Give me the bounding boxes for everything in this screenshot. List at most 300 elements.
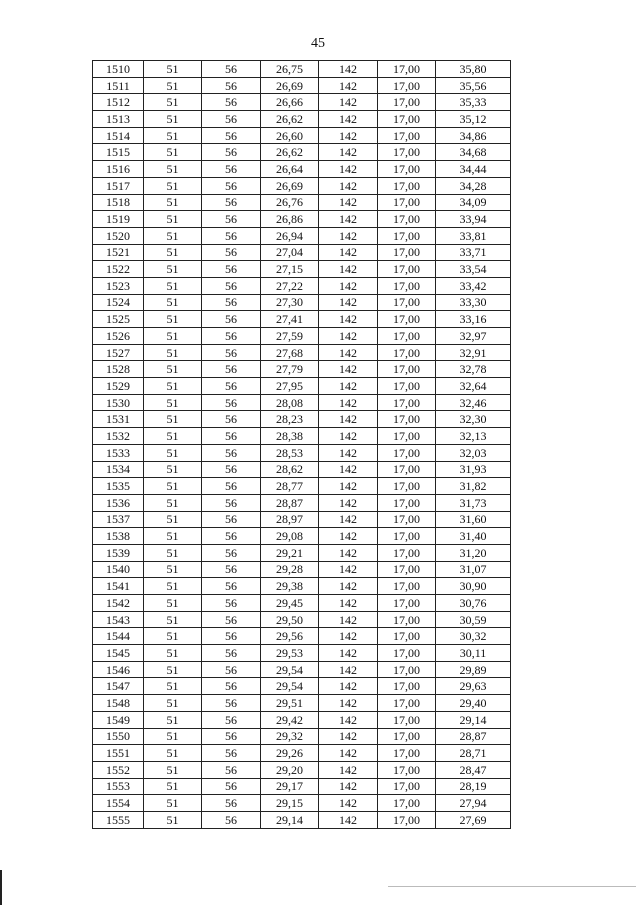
table-row xyxy=(93,127,511,144)
col6-cell: 17,00 xyxy=(378,261,436,278)
col3-cell: 56 xyxy=(202,294,261,311)
col7-cell: 34,28 xyxy=(436,177,511,194)
table-row xyxy=(93,578,511,595)
table-row xyxy=(93,177,511,194)
col5-cell: 142 xyxy=(319,311,378,328)
col2-cell: 51 xyxy=(144,127,202,144)
row-id-cell: 1527 xyxy=(93,344,144,361)
col4-cell: 29,56 xyxy=(261,628,319,645)
col2-cell: 51 xyxy=(144,77,202,94)
col7-cell: 31,20 xyxy=(436,544,511,561)
col4-cell: 27,04 xyxy=(261,244,319,261)
col7-cell: 30,32 xyxy=(436,628,511,645)
table-row xyxy=(93,678,511,695)
row-id-cell: 1514 xyxy=(93,127,144,144)
col6-cell: 17,00 xyxy=(378,494,436,511)
col2-cell: 51 xyxy=(144,378,202,395)
col6-cell: 17,00 xyxy=(378,795,436,812)
col6-cell: 17,00 xyxy=(378,244,436,261)
row-id-cell: 1525 xyxy=(93,311,144,328)
page-edge-mark xyxy=(0,870,2,905)
table-row xyxy=(93,494,511,511)
row-id-cell: 1554 xyxy=(93,795,144,812)
col4-cell: 28,38 xyxy=(261,428,319,445)
col6-cell: 17,00 xyxy=(378,194,436,211)
col7-cell: 28,71 xyxy=(436,745,511,762)
col6-cell: 17,00 xyxy=(378,177,436,194)
row-id-cell: 1544 xyxy=(93,628,144,645)
col3-cell: 56 xyxy=(202,611,261,628)
table-row xyxy=(93,711,511,728)
col7-cell: 32,91 xyxy=(436,344,511,361)
col7-cell: 29,40 xyxy=(436,695,511,712)
col3-cell: 56 xyxy=(202,144,261,161)
col3-cell: 56 xyxy=(202,661,261,678)
row-id-cell: 1534 xyxy=(93,461,144,478)
row-id-cell: 1530 xyxy=(93,394,144,411)
table-row xyxy=(93,394,511,411)
col6-cell: 17,00 xyxy=(378,778,436,795)
col3-cell: 56 xyxy=(202,544,261,561)
row-id-cell: 1542 xyxy=(93,595,144,612)
row-id-cell: 1536 xyxy=(93,494,144,511)
col5-cell: 142 xyxy=(319,328,378,345)
col6-cell: 17,00 xyxy=(378,227,436,244)
col6-cell: 17,00 xyxy=(378,628,436,645)
col4-cell: 27,22 xyxy=(261,277,319,294)
col6-cell: 17,00 xyxy=(378,344,436,361)
table-row xyxy=(93,77,511,94)
table-body xyxy=(93,61,511,829)
col6-cell: 17,00 xyxy=(378,311,436,328)
col6-cell: 17,00 xyxy=(378,461,436,478)
col6-cell: 17,00 xyxy=(378,127,436,144)
col7-cell: 28,19 xyxy=(436,778,511,795)
col6-cell: 17,00 xyxy=(378,428,436,445)
col4-cell: 26,66 xyxy=(261,94,319,111)
table-row xyxy=(93,728,511,745)
col4-cell: 26,69 xyxy=(261,77,319,94)
col7-cell: 32,78 xyxy=(436,361,511,378)
col6-cell: 17,00 xyxy=(378,728,436,745)
col5-cell: 142 xyxy=(319,361,378,378)
col5-cell: 142 xyxy=(319,645,378,662)
col5-cell: 142 xyxy=(319,678,378,695)
table-row xyxy=(93,795,511,812)
col5-cell: 142 xyxy=(319,595,378,612)
row-id-cell: 1529 xyxy=(93,378,144,395)
col3-cell: 56 xyxy=(202,695,261,712)
col5-cell: 142 xyxy=(319,61,378,78)
col3-cell: 56 xyxy=(202,645,261,662)
row-id-cell: 1533 xyxy=(93,444,144,461)
table-row xyxy=(93,344,511,361)
col2-cell: 51 xyxy=(144,528,202,545)
col3-cell: 56 xyxy=(202,394,261,411)
table-row xyxy=(93,745,511,762)
col4-cell: 29,20 xyxy=(261,761,319,778)
col3-cell: 56 xyxy=(202,361,261,378)
col3-cell: 56 xyxy=(202,494,261,511)
col4-cell: 27,41 xyxy=(261,311,319,328)
row-id-cell: 1521 xyxy=(93,244,144,261)
col3-cell: 56 xyxy=(202,227,261,244)
table-row xyxy=(93,211,511,228)
col6-cell: 17,00 xyxy=(378,611,436,628)
row-id-cell: 1510 xyxy=(93,61,144,78)
table-row xyxy=(93,511,511,528)
col5-cell: 142 xyxy=(319,544,378,561)
col7-cell: 32,03 xyxy=(436,444,511,461)
col3-cell: 56 xyxy=(202,211,261,228)
row-id-cell: 1519 xyxy=(93,211,144,228)
col3-cell: 56 xyxy=(202,261,261,278)
col4-cell: 29,42 xyxy=(261,711,319,728)
table-row xyxy=(93,361,511,378)
col2-cell: 51 xyxy=(144,194,202,211)
col2-cell: 51 xyxy=(144,678,202,695)
col7-cell: 31,07 xyxy=(436,561,511,578)
col7-cell: 32,46 xyxy=(436,394,511,411)
table-row xyxy=(93,261,511,278)
col6-cell: 17,00 xyxy=(378,444,436,461)
col6-cell: 17,00 xyxy=(378,544,436,561)
col2-cell: 51 xyxy=(144,144,202,161)
col2-cell: 51 xyxy=(144,277,202,294)
table-row xyxy=(93,411,511,428)
table-row xyxy=(93,478,511,495)
col2-cell: 51 xyxy=(144,578,202,595)
col5-cell: 142 xyxy=(319,144,378,161)
row-id-cell: 1520 xyxy=(93,227,144,244)
col2-cell: 51 xyxy=(144,227,202,244)
col5-cell: 142 xyxy=(319,761,378,778)
col6-cell: 17,00 xyxy=(378,77,436,94)
col7-cell: 30,11 xyxy=(436,645,511,662)
row-id-cell: 1545 xyxy=(93,645,144,662)
col2-cell: 51 xyxy=(144,811,202,828)
col6-cell: 17,00 xyxy=(378,678,436,695)
col2-cell: 51 xyxy=(144,761,202,778)
row-id-cell: 1512 xyxy=(93,94,144,111)
col3-cell: 56 xyxy=(202,194,261,211)
col3-cell: 56 xyxy=(202,528,261,545)
col3-cell: 56 xyxy=(202,428,261,445)
row-id-cell: 1535 xyxy=(93,478,144,495)
col4-cell: 28,08 xyxy=(261,394,319,411)
col4-cell: 28,62 xyxy=(261,461,319,478)
col6-cell: 17,00 xyxy=(378,595,436,612)
col5-cell: 142 xyxy=(319,394,378,411)
col7-cell: 32,13 xyxy=(436,428,511,445)
col6-cell: 17,00 xyxy=(378,478,436,495)
col2-cell: 51 xyxy=(144,261,202,278)
col3-cell: 56 xyxy=(202,778,261,795)
col4-cell: 26,76 xyxy=(261,194,319,211)
col2-cell: 51 xyxy=(144,645,202,662)
col5-cell: 142 xyxy=(319,511,378,528)
col4-cell: 26,94 xyxy=(261,227,319,244)
col3-cell: 56 xyxy=(202,511,261,528)
col4-cell: 27,30 xyxy=(261,294,319,311)
col7-cell: 30,76 xyxy=(436,595,511,612)
col6-cell: 17,00 xyxy=(378,144,436,161)
col5-cell: 142 xyxy=(319,344,378,361)
col3-cell: 56 xyxy=(202,811,261,828)
col2-cell: 51 xyxy=(144,728,202,745)
col3-cell: 56 xyxy=(202,728,261,745)
col5-cell: 142 xyxy=(319,277,378,294)
col6-cell: 17,00 xyxy=(378,578,436,595)
col5-cell: 142 xyxy=(319,244,378,261)
col2-cell: 51 xyxy=(144,161,202,178)
col2-cell: 51 xyxy=(144,428,202,445)
col4-cell: 26,60 xyxy=(261,127,319,144)
col3-cell: 56 xyxy=(202,94,261,111)
col2-cell: 51 xyxy=(144,511,202,528)
row-id-cell: 1538 xyxy=(93,528,144,545)
col6-cell: 17,00 xyxy=(378,745,436,762)
row-id-cell: 1553 xyxy=(93,778,144,795)
row-id-cell: 1511 xyxy=(93,77,144,94)
col3-cell: 56 xyxy=(202,328,261,345)
col4-cell: 28,77 xyxy=(261,478,319,495)
table-row xyxy=(93,111,511,128)
table-row xyxy=(93,595,511,612)
col7-cell: 27,69 xyxy=(436,811,511,828)
row-id-cell: 1550 xyxy=(93,728,144,745)
col5-cell: 142 xyxy=(319,611,378,628)
col6-cell: 17,00 xyxy=(378,394,436,411)
row-id-cell: 1537 xyxy=(93,511,144,528)
col7-cell: 28,87 xyxy=(436,728,511,745)
col4-cell: 27,68 xyxy=(261,344,319,361)
col3-cell: 56 xyxy=(202,77,261,94)
col6-cell: 17,00 xyxy=(378,761,436,778)
col6-cell: 17,00 xyxy=(378,528,436,545)
col3-cell: 56 xyxy=(202,111,261,128)
col7-cell: 27,94 xyxy=(436,795,511,812)
col6-cell: 17,00 xyxy=(378,294,436,311)
col7-cell: 33,54 xyxy=(436,261,511,278)
col4-cell: 27,95 xyxy=(261,378,319,395)
table-row xyxy=(93,227,511,244)
col6-cell: 17,00 xyxy=(378,61,436,78)
table-row xyxy=(93,811,511,828)
table-row xyxy=(93,144,511,161)
row-id-cell: 1522 xyxy=(93,261,144,278)
col7-cell: 33,42 xyxy=(436,277,511,294)
col4-cell: 29,53 xyxy=(261,645,319,662)
row-id-cell: 1524 xyxy=(93,294,144,311)
table-row xyxy=(93,561,511,578)
col3-cell: 56 xyxy=(202,595,261,612)
col7-cell: 35,56 xyxy=(436,77,511,94)
col3-cell: 56 xyxy=(202,444,261,461)
col6-cell: 17,00 xyxy=(378,711,436,728)
col2-cell: 51 xyxy=(144,695,202,712)
col3-cell: 56 xyxy=(202,244,261,261)
row-id-cell: 1548 xyxy=(93,695,144,712)
col4-cell: 27,79 xyxy=(261,361,319,378)
row-id-cell: 1555 xyxy=(93,811,144,828)
col7-cell: 35,12 xyxy=(436,111,511,128)
page-number: 45 xyxy=(311,36,325,51)
col7-cell: 34,68 xyxy=(436,144,511,161)
table-row xyxy=(93,611,511,628)
table-row xyxy=(93,328,511,345)
col7-cell: 28,47 xyxy=(436,761,511,778)
col6-cell: 17,00 xyxy=(378,361,436,378)
col3-cell: 56 xyxy=(202,678,261,695)
col5-cell: 142 xyxy=(319,77,378,94)
table-row xyxy=(93,645,511,662)
col2-cell: 51 xyxy=(144,444,202,461)
col2-cell: 51 xyxy=(144,544,202,561)
col5-cell: 142 xyxy=(319,411,378,428)
row-id-cell: 1526 xyxy=(93,328,144,345)
col4-cell: 29,26 xyxy=(261,745,319,762)
col5-cell: 142 xyxy=(319,811,378,828)
row-id-cell: 1531 xyxy=(93,411,144,428)
col4-cell: 26,62 xyxy=(261,111,319,128)
col4-cell: 26,69 xyxy=(261,177,319,194)
col7-cell: 35,33 xyxy=(436,94,511,111)
col3-cell: 56 xyxy=(202,344,261,361)
col3-cell: 56 xyxy=(202,177,261,194)
col2-cell: 51 xyxy=(144,328,202,345)
table-row xyxy=(93,428,511,445)
col5-cell: 142 xyxy=(319,745,378,762)
col4-cell: 29,14 xyxy=(261,811,319,828)
col7-cell: 33,71 xyxy=(436,244,511,261)
col5-cell: 142 xyxy=(319,428,378,445)
col3-cell: 56 xyxy=(202,478,261,495)
row-id-cell: 1528 xyxy=(93,361,144,378)
col4-cell: 29,28 xyxy=(261,561,319,578)
col5-cell: 142 xyxy=(319,494,378,511)
col4-cell: 29,21 xyxy=(261,544,319,561)
col5-cell: 142 xyxy=(319,695,378,712)
col3-cell: 56 xyxy=(202,127,261,144)
col4-cell: 29,17 xyxy=(261,778,319,795)
col5-cell: 142 xyxy=(319,578,378,595)
row-id-cell: 1552 xyxy=(93,761,144,778)
row-id-cell: 1515 xyxy=(93,144,144,161)
col3-cell: 56 xyxy=(202,277,261,294)
col7-cell: 31,60 xyxy=(436,511,511,528)
col6-cell: 17,00 xyxy=(378,811,436,828)
col6-cell: 17,00 xyxy=(378,111,436,128)
col6-cell: 17,00 xyxy=(378,561,436,578)
col2-cell: 51 xyxy=(144,61,202,78)
col6-cell: 17,00 xyxy=(378,211,436,228)
row-id-cell: 1539 xyxy=(93,544,144,561)
bottom-rule xyxy=(388,886,636,887)
col2-cell: 51 xyxy=(144,361,202,378)
table-row xyxy=(93,661,511,678)
table-row xyxy=(93,61,511,78)
row-id-cell: 1516 xyxy=(93,161,144,178)
row-id-cell: 1540 xyxy=(93,561,144,578)
col3-cell: 56 xyxy=(202,561,261,578)
col2-cell: 51 xyxy=(144,595,202,612)
row-id-cell: 1546 xyxy=(93,661,144,678)
col6-cell: 17,00 xyxy=(378,645,436,662)
col2-cell: 51 xyxy=(144,561,202,578)
col3-cell: 56 xyxy=(202,378,261,395)
col4-cell: 29,15 xyxy=(261,795,319,812)
col7-cell: 30,90 xyxy=(436,578,511,595)
col5-cell: 142 xyxy=(319,478,378,495)
col3-cell: 56 xyxy=(202,61,261,78)
col4-cell: 29,50 xyxy=(261,611,319,628)
col4-cell: 26,64 xyxy=(261,161,319,178)
col4-cell: 29,45 xyxy=(261,595,319,612)
table-row xyxy=(93,294,511,311)
col3-cell: 56 xyxy=(202,461,261,478)
table-row xyxy=(93,161,511,178)
col4-cell: 29,08 xyxy=(261,528,319,545)
col2-cell: 51 xyxy=(144,711,202,728)
data-table xyxy=(92,60,511,829)
col7-cell: 34,86 xyxy=(436,127,511,144)
col5-cell: 142 xyxy=(319,94,378,111)
col3-cell: 56 xyxy=(202,411,261,428)
table-row xyxy=(93,94,511,111)
col2-cell: 51 xyxy=(144,778,202,795)
row-id-cell: 1523 xyxy=(93,277,144,294)
col4-cell: 26,75 xyxy=(261,61,319,78)
col2-cell: 51 xyxy=(144,294,202,311)
table-row xyxy=(93,444,511,461)
col6-cell: 17,00 xyxy=(378,94,436,111)
table-row xyxy=(93,311,511,328)
col4-cell: 28,23 xyxy=(261,411,319,428)
col7-cell: 30,59 xyxy=(436,611,511,628)
col4-cell: 29,54 xyxy=(261,661,319,678)
col7-cell: 32,64 xyxy=(436,378,511,395)
col2-cell: 51 xyxy=(144,344,202,361)
col6-cell: 17,00 xyxy=(378,661,436,678)
col2-cell: 51 xyxy=(144,661,202,678)
col4-cell: 29,38 xyxy=(261,578,319,595)
row-id-cell: 1541 xyxy=(93,578,144,595)
row-id-cell: 1549 xyxy=(93,711,144,728)
col2-cell: 51 xyxy=(144,478,202,495)
col7-cell: 29,63 xyxy=(436,678,511,695)
col5-cell: 142 xyxy=(319,161,378,178)
col7-cell: 31,82 xyxy=(436,478,511,495)
row-id-cell: 1513 xyxy=(93,111,144,128)
col4-cell: 27,59 xyxy=(261,328,319,345)
col2-cell: 51 xyxy=(144,795,202,812)
col4-cell: 28,87 xyxy=(261,494,319,511)
col3-cell: 56 xyxy=(202,578,261,595)
col5-cell: 142 xyxy=(319,294,378,311)
col2-cell: 51 xyxy=(144,745,202,762)
table-row xyxy=(93,528,511,545)
col3-cell: 56 xyxy=(202,311,261,328)
col5-cell: 142 xyxy=(319,177,378,194)
col2-cell: 51 xyxy=(144,111,202,128)
table-row xyxy=(93,628,511,645)
col7-cell: 31,40 xyxy=(436,528,511,545)
table-row xyxy=(93,778,511,795)
col5-cell: 142 xyxy=(319,711,378,728)
col4-cell: 27,15 xyxy=(261,261,319,278)
row-id-cell: 1543 xyxy=(93,611,144,628)
